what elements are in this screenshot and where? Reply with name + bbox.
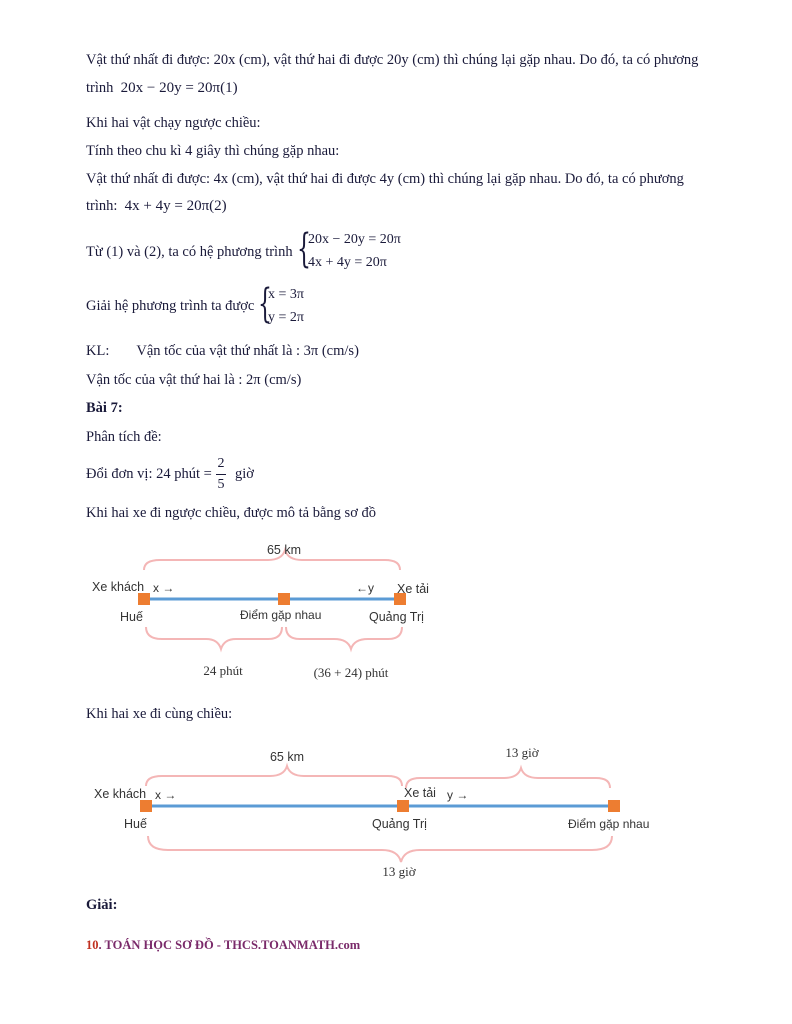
fraction-denominator: 5 [217,477,225,492]
marker-quang-tri [397,800,409,812]
text-line-5: Vật thứ nhất đi được: 4x (cm), vật thứ hai đi được 4y (cm) thì chúng lại gặp nhau. Do đó, ta có phương [86,171,684,187]
label-y-arrow: ←y [356,581,374,595]
label-xe-tai: Xe tải [397,582,429,596]
system-2-eq-b: y = 2π [268,310,304,325]
text-line-6 [86,198,227,215]
equation-2: 4x + 4y = 20π(2) [124,198,227,214]
kl-text: Vận tốc của vật thứ nhất là : 3π (cm/s) [136,343,359,359]
text-line-10: Vận tốc của vật thứ hai là : 2π (cm/s) [86,372,302,388]
footer-text: . TOÁN HỌC SƠ ĐỒ - THCS.TOANMATH.com [98,938,361,952]
marker-meeting-point [608,800,620,812]
label-hue: Huế [120,610,143,624]
text-line-2 [86,80,238,97]
bottom-brace-right [286,627,402,649]
label-65km: 65 km [269,750,305,764]
text-line-7: Từ (1) và (2), ta có hệ phương trình [86,244,293,260]
system-2-eq-a: x = 3π [268,287,304,302]
label-xe-khach: Xe khách [92,580,145,594]
text-line-4: Tính theo chu kì 4 giây thì chúng gặp nhau: [86,143,340,159]
bottom-brace-13-gio [148,836,612,862]
label-xe-tai: Xe tải [404,786,436,800]
label-24-phut: 24 phút [203,663,243,678]
label-13-gio-top: 13 giờ [505,745,539,760]
diagram-opposite-direction [0,535,792,695]
label-xe-khach: Xe khách [94,787,147,801]
text-line-13: Đổi đơn vị: 24 phút = [86,466,212,482]
page-number: 10 [86,938,99,952]
text-line-8: Giải hệ phương trình ta được [86,298,255,314]
top-brace-13-gio [406,768,610,788]
text-line-6-label: trình: [86,198,118,214]
fraction-2-5 [216,456,226,493]
text-line-12: Phân tích đề: [86,429,162,445]
page-footer [86,938,360,953]
label-13-gio-bottom: 13 giờ [382,864,416,879]
marker-meeting-point [278,593,290,605]
marker-hue [138,593,150,605]
text-line-14: Khi hai xe đi ngược chiều, được mô tả bằng sơ đồ [86,505,376,521]
label-hue: Huế [124,817,147,831]
label-65km: 65 km [266,543,302,557]
bottom-brace-left [146,627,282,649]
label-quang-tri: Quảng Trị [372,817,427,831]
text-line-13-unit: giờ [235,466,254,482]
kl-label: KL: [86,343,110,359]
fraction-bar [216,474,226,475]
text-line-15: Khi hai xe đi cùng chiều: [86,706,233,722]
system-1-eq-b: 4x + 4y = 20π [308,255,387,270]
label-meeting-point: Điểm gặp nhau [240,608,322,622]
system-brace-1: { [297,226,311,272]
section-heading-giai: Giải: [86,897,118,913]
label-60-phut: (36 + 24) phút [313,665,389,680]
label-x-arrow: x → [155,788,177,802]
equation-1: 20x − 20y = 20π(1) [120,80,238,96]
text-line-2-label: trình [86,80,114,96]
text-line-9 [86,343,359,360]
label-meeting-point: Điểm gặp nhau [568,817,650,831]
marker-hue [140,800,152,812]
label-quang-tri: Quảng Trị [369,610,424,624]
system-brace-2: { [258,281,272,327]
text-line-3: Khi hai vật chạy ngược chiều: [86,115,261,131]
section-heading-bai-7: Bài 7: [86,400,123,416]
system-1-eq-a: 20x − 20y = 20π [308,232,401,247]
label-x-arrow: x → [153,581,175,595]
top-brace-65km [146,766,402,786]
fraction-numerator: 2 [217,456,225,471]
text-line-1: Vật thứ nhất đi được: 20x (cm), vật thứ hai đi được 20y (cm) thì chúng lại gặp nhau. Do đó, ta có phương [86,52,699,68]
label-y-arrow: y → [447,788,469,802]
diagram-same-direction [0,738,792,888]
